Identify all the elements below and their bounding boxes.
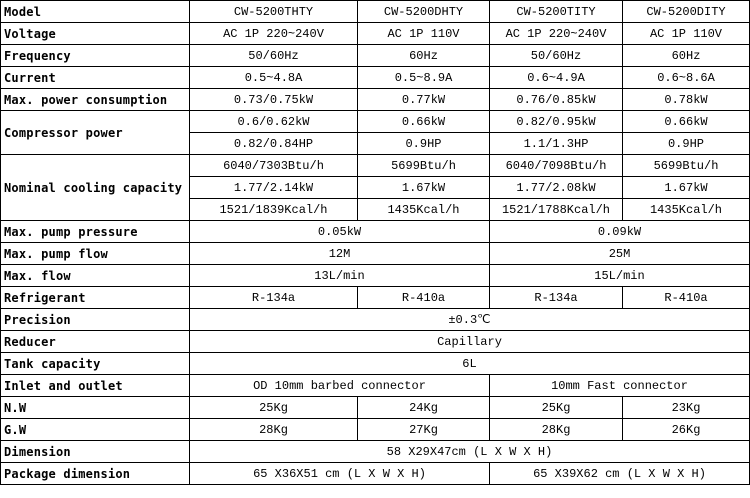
refrigerant-value: R-134a xyxy=(490,287,623,309)
cooling-kcal-value: 1435Kcal/h xyxy=(358,199,490,221)
label-voltage: Voltage xyxy=(1,23,190,45)
pump-flow-value: 25M xyxy=(490,243,750,265)
label-frequency: Frequency xyxy=(1,45,190,67)
reducer-value: Capillary xyxy=(190,331,750,353)
inlet-outlet-value: 10mm Fast connector xyxy=(490,375,750,397)
label-precision: Precision xyxy=(1,309,190,331)
model-name: CW-5200DHTY xyxy=(358,1,490,23)
label-tank-capacity: Tank capacity xyxy=(1,353,190,375)
label-package-dimension: Package dimension xyxy=(1,463,190,485)
nw-value: 25Kg xyxy=(490,397,623,419)
label-current: Current xyxy=(1,67,190,89)
nw-value: 24Kg xyxy=(358,397,490,419)
compressor-kw-value: 0.66kW xyxy=(358,111,490,133)
pump-pressure-value: 0.05kW xyxy=(190,221,490,243)
label-gw: G.W xyxy=(1,419,190,441)
row-max-power xyxy=(1,89,750,111)
refrigerant-value: R-410a xyxy=(623,287,750,309)
inlet-outlet-value: OD 10mm barbed connector xyxy=(190,375,490,397)
current-value: 0.6~4.9A xyxy=(490,67,623,89)
package-dimension-value: 65 X39X62 cm (L X W X H) xyxy=(490,463,750,485)
cooling-kcal-value: 1521/1788Kcal/h xyxy=(490,199,623,221)
current-value: 0.5~8.9A xyxy=(358,67,490,89)
row-dimension xyxy=(1,441,750,463)
row-model xyxy=(1,1,750,23)
current-value: 0.6~8.6A xyxy=(623,67,750,89)
row-net-weight xyxy=(1,397,750,419)
cooling-btu-value: 5699Btu/h xyxy=(623,155,750,177)
refrigerant-value: R-134a xyxy=(190,287,358,309)
pump-pressure-value: 0.09kW xyxy=(490,221,750,243)
compressor-hp-value: 0.9HP xyxy=(358,133,490,155)
compressor-hp-value: 0.9HP xyxy=(623,133,750,155)
compressor-kw-value: 0.82/0.95kW xyxy=(490,111,623,133)
frequency-value: 50/60Hz xyxy=(190,45,358,67)
compressor-kw-value: 0.66kW xyxy=(623,111,750,133)
precision-value: ±0.3℃ xyxy=(190,309,750,331)
label-compressor-power: Compressor power xyxy=(1,111,190,155)
cooling-kw-value: 1.77/2.08kW xyxy=(490,177,623,199)
max-power-value: 0.76/0.85kW xyxy=(490,89,623,111)
dimension-value: 58 X29X47cm (L X W X H) xyxy=(190,441,750,463)
cooling-kw-value: 1.67kW xyxy=(623,177,750,199)
row-inlet-outlet xyxy=(1,375,750,397)
gw-value: 28Kg xyxy=(190,419,358,441)
cooling-kw-value: 1.77/2.14kW xyxy=(190,177,358,199)
model-name: CW-5200TITY xyxy=(490,1,623,23)
row-package-dimension xyxy=(1,463,750,485)
voltage-value: AC 1P 220~240V xyxy=(490,23,623,45)
nw-value: 25Kg xyxy=(190,397,358,419)
label-max-flow: Max. flow xyxy=(1,265,190,287)
row-cooling-btu xyxy=(1,155,750,177)
row-compressor-kw xyxy=(1,111,750,133)
refrigerant-value: R-410a xyxy=(358,287,490,309)
voltage-value: AC 1P 220~240V xyxy=(190,23,358,45)
label-pump-flow: Max. pump flow xyxy=(1,243,190,265)
label-nw: N.W xyxy=(1,397,190,419)
row-reducer xyxy=(1,331,750,353)
cooling-btu-value: 5699Btu/h xyxy=(358,155,490,177)
tank-capacity-value: 6L xyxy=(190,353,750,375)
row-frequency xyxy=(1,45,750,67)
cooling-btu-value: 6040/7098Btu/h xyxy=(490,155,623,177)
max-power-value: 0.78kW xyxy=(623,89,750,111)
pump-flow-value: 12M xyxy=(190,243,490,265)
label-nominal-cooling: Nominal cooling capacity xyxy=(1,155,190,221)
frequency-value: 60Hz xyxy=(623,45,750,67)
cooling-kw-value: 1.67kW xyxy=(358,177,490,199)
current-value: 0.5~4.8A xyxy=(190,67,358,89)
compressor-hp-value: 0.82/0.84HP xyxy=(190,133,358,155)
nw-value: 23Kg xyxy=(623,397,750,419)
cooling-kcal-value: 1435Kcal/h xyxy=(623,199,750,221)
label-inlet-outlet: Inlet and outlet xyxy=(1,375,190,397)
cooling-btu-value: 6040/7303Btu/h xyxy=(190,155,358,177)
row-tank-capacity xyxy=(1,353,750,375)
voltage-value: AC 1P 110V xyxy=(623,23,750,45)
row-refrigerant xyxy=(1,287,750,309)
label-dimension: Dimension xyxy=(1,441,190,463)
label-max-power: Max. power consumption xyxy=(1,89,190,111)
row-pump-pressure xyxy=(1,221,750,243)
model-name: CW-5200THTY xyxy=(190,1,358,23)
row-gross-weight xyxy=(1,419,750,441)
row-current xyxy=(1,67,750,89)
gw-value: 28Kg xyxy=(490,419,623,441)
row-voltage xyxy=(1,23,750,45)
max-flow-value: 15L/min xyxy=(490,265,750,287)
compressor-hp-value: 1.1/1.3HP xyxy=(490,133,623,155)
max-power-value: 0.73/0.75kW xyxy=(190,89,358,111)
compressor-kw-value: 0.6/0.62kW xyxy=(190,111,358,133)
cooling-kcal-value: 1521/1839Kcal/h xyxy=(190,199,358,221)
frequency-value: 50/60Hz xyxy=(490,45,623,67)
label-pump-pressure: Max. pump pressure xyxy=(1,221,190,243)
voltage-value: AC 1P 110V xyxy=(358,23,490,45)
gw-value: 26Kg xyxy=(623,419,750,441)
max-power-value: 0.77kW xyxy=(358,89,490,111)
label-model: Model xyxy=(1,1,190,23)
row-precision xyxy=(1,309,750,331)
label-reducer: Reducer xyxy=(1,331,190,353)
gw-value: 27Kg xyxy=(358,419,490,441)
row-max-flow xyxy=(1,265,750,287)
model-name: CW-5200DITY xyxy=(623,1,750,23)
frequency-value: 60Hz xyxy=(358,45,490,67)
label-refrigerant: Refrigerant xyxy=(1,287,190,309)
package-dimension-value: 65 X36X51 cm (L X W X H) xyxy=(190,463,490,485)
max-flow-value: 13L/min xyxy=(190,265,490,287)
row-pump-flow xyxy=(1,243,750,265)
